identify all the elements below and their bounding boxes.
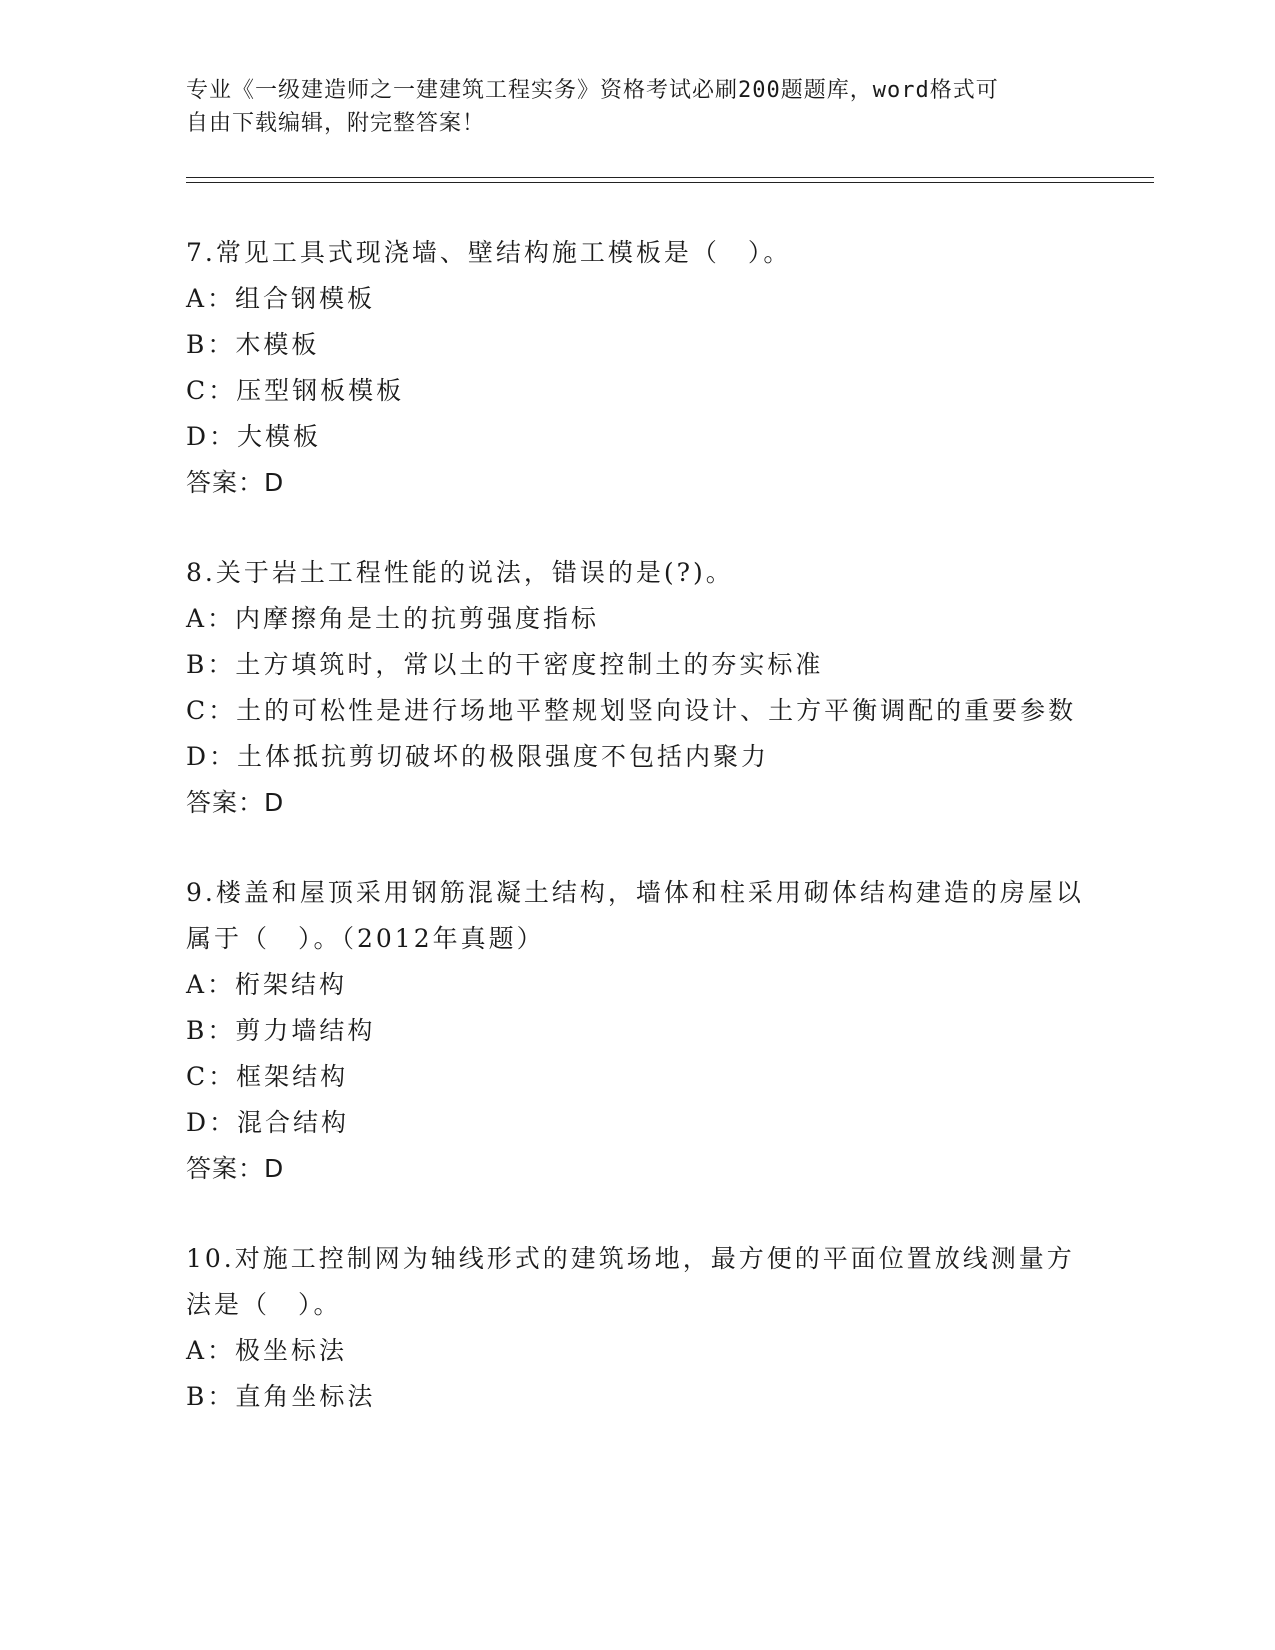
option-a: A：内摩擦角是土的抗剪强度指标 — [186, 604, 600, 633]
option-b: B：剪力墙结构 — [186, 1016, 376, 1045]
option-d: D：混合结构 — [186, 1108, 350, 1137]
option-b: B：木模板 — [186, 330, 320, 359]
header-line-2: 自由下载编辑，附完整答案！ — [186, 111, 486, 136]
question-10 — [186, 1236, 1086, 1420]
question-8 — [186, 550, 1086, 826]
question-7 — [186, 230, 1086, 506]
option-c: C：框架结构 — [186, 1062, 349, 1091]
header-divider-bottom — [186, 182, 1154, 183]
question-stem: 7.常见工具式现浇墙、壁结构施工模板是（ ）。 — [186, 238, 792, 267]
option-b: B：直角坐标法 — [186, 1382, 376, 1411]
option-d: D：土体抵抗剪切破坏的极限强度不包括内聚力 — [186, 742, 770, 771]
answer-line: 答案：D — [186, 1154, 285, 1183]
question-stem: 10.对施工控制网为轴线形式的建筑场地，最方便的平面位置放线测量方法是（ ）。 — [186, 1244, 1075, 1319]
document-header — [186, 74, 1066, 140]
question-9 — [186, 870, 1086, 1192]
option-b: B：土方填筑时，常以土的干密度控制土的夯实标准 — [186, 650, 824, 679]
answer-line: 答案：D — [186, 468, 285, 497]
option-c: C：压型钢板模板 — [186, 376, 405, 405]
question-stem: 9.楼盖和屋顶采用钢筋混凝土结构，墙体和柱采用砌体结构建造的房屋以属于（ ）。（2012年真题） — [186, 878, 1084, 953]
option-a: A：桁架结构 — [186, 970, 348, 999]
header-divider-top — [186, 177, 1154, 178]
question-stem: 8.关于岩土工程性能的说法，错误的是(?)。 — [186, 558, 734, 587]
option-a: A：组合钢模板 — [186, 284, 376, 313]
question-list — [186, 230, 1086, 1464]
header-line-1: 专业《一级建造师之一建建筑工程实务》资格考试必刷200题题库，word格式可 — [186, 78, 999, 103]
option-d: D：大模板 — [186, 422, 322, 451]
answer-line: 答案：D — [186, 788, 285, 817]
option-c: C：土的可松性是进行场地平整规划竖向设计、土方平衡调配的重要参数 — [186, 696, 1077, 725]
option-a: A：极坐标法 — [186, 1336, 348, 1365]
